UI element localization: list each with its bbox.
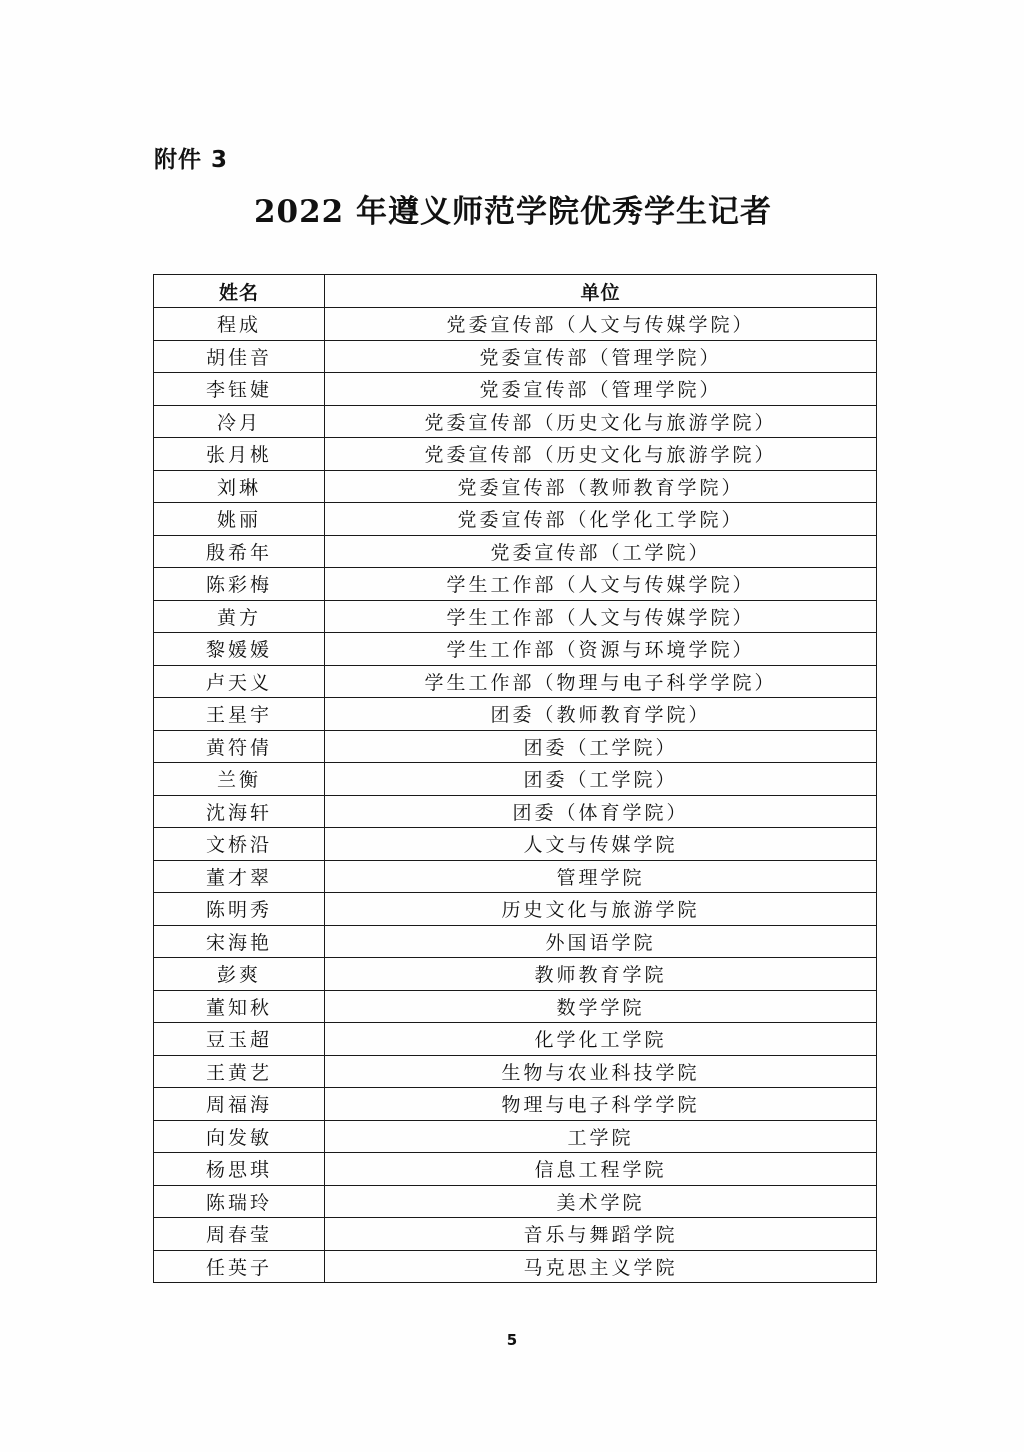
student-name-cell: 沈海轩 (154, 795, 325, 828)
student-name-cell: 卢天义 (154, 665, 325, 698)
student-name-cell: 李钰婕 (154, 373, 325, 406)
unit-cell: 美术学院 (325, 1185, 877, 1218)
unit-cell: 外国语学院 (325, 925, 877, 958)
student-name-cell: 黄方 (154, 600, 325, 633)
table-row (154, 860, 877, 893)
table-row (154, 958, 877, 991)
table-row (154, 600, 877, 633)
student-name-cell: 黎媛媛 (154, 633, 325, 666)
table-row (154, 893, 877, 926)
table-row (154, 698, 877, 731)
student-name-cell: 周春莹 (154, 1218, 325, 1251)
unit-cell: 化学化工学院 (325, 1023, 877, 1056)
table-row (154, 990, 877, 1023)
student-name-cell: 王黄艺 (154, 1055, 325, 1088)
table-row (154, 405, 877, 438)
table-row (154, 1153, 877, 1186)
table-row (154, 373, 877, 406)
student-name-cell: 陈彩梅 (154, 568, 325, 601)
unit-cell: 党委宣传部（管理学院） (325, 373, 877, 406)
unit-cell: 团委（工学院） (325, 730, 877, 763)
student-name-cell: 向发敏 (154, 1120, 325, 1153)
table-row (154, 730, 877, 763)
student-name-cell: 冷月 (154, 405, 325, 438)
unit-cell: 学生工作部（物理与电子科学学院） (325, 665, 877, 698)
attachment-label: 附件 3 (154, 147, 229, 173)
table-row (154, 535, 877, 568)
unit-cell: 数学学院 (325, 990, 877, 1023)
student-name-cell: 文桥沿 (154, 828, 325, 861)
student-name-cell: 殷希年 (154, 535, 325, 568)
table-row (154, 1185, 877, 1218)
table-row (154, 633, 877, 666)
unit-cell: 马克思主义学院 (325, 1250, 877, 1283)
student-name-cell: 杨思琪 (154, 1153, 325, 1186)
table-row (154, 1250, 877, 1283)
unit-cell: 学生工作部（资源与环境学院） (325, 633, 877, 666)
unit-cell: 教师教育学院 (325, 958, 877, 991)
header-unit: 单位 (325, 275, 877, 308)
table-row (154, 568, 877, 601)
unit-cell: 管理学院 (325, 860, 877, 893)
student-name-cell: 胡佳音 (154, 340, 325, 373)
student-reporter-table (153, 274, 877, 1283)
student-name-cell: 宋海艳 (154, 925, 325, 958)
student-name-cell: 刘琳 (154, 470, 325, 503)
unit-cell: 团委（教师教育学院） (325, 698, 877, 731)
unit-cell: 学生工作部（人文与传媒学院） (325, 568, 877, 601)
unit-cell: 人文与传媒学院 (325, 828, 877, 861)
unit-cell: 团委（体育学院） (325, 795, 877, 828)
unit-cell: 信息工程学院 (325, 1153, 877, 1186)
unit-cell: 生物与农业科技学院 (325, 1055, 877, 1088)
unit-cell: 历史文化与旅游学院 (325, 893, 877, 926)
table-row (154, 1120, 877, 1153)
unit-cell: 音乐与舞蹈学院 (325, 1218, 877, 1251)
unit-cell: 党委宣传部（人文与传媒学院） (325, 308, 877, 341)
table-row (154, 438, 877, 471)
table-row (154, 308, 877, 341)
table-row (154, 925, 877, 958)
document-title: 2022 年遵义师范学院优秀学生记者 (253, 194, 773, 230)
student-name-cell: 姚丽 (154, 503, 325, 536)
table-body (154, 308, 877, 1283)
student-name-cell: 陈瑞玲 (154, 1185, 325, 1218)
student-name-cell: 彭爽 (154, 958, 325, 991)
table-row (154, 1055, 877, 1088)
student-name-cell: 周福海 (154, 1088, 325, 1121)
student-name-cell: 董才翠 (154, 860, 325, 893)
unit-cell: 团委（工学院） (325, 763, 877, 796)
student-name-cell: 兰衡 (154, 763, 325, 796)
student-name-cell: 任英子 (154, 1250, 325, 1283)
table-row (154, 828, 877, 861)
header-name: 姓名 (154, 275, 325, 308)
table-row (154, 795, 877, 828)
student-name-cell: 豆玉超 (154, 1023, 325, 1056)
table-row (154, 763, 877, 796)
table-row (154, 503, 877, 536)
unit-cell: 党委宣传部（化学化工学院） (325, 503, 877, 536)
student-name-cell: 董知秋 (154, 990, 325, 1023)
student-name-cell: 黄符倩 (154, 730, 325, 763)
unit-cell: 党委宣传部（工学院） (325, 535, 877, 568)
table-row (154, 340, 877, 373)
unit-cell: 党委宣传部（管理学院） (325, 340, 877, 373)
unit-cell: 物理与电子科学学院 (325, 1088, 877, 1121)
unit-cell: 党委宣传部（教师教育学院） (325, 470, 877, 503)
student-name-cell: 王星宇 (154, 698, 325, 731)
table-row (154, 665, 877, 698)
unit-cell: 工学院 (325, 1120, 877, 1153)
table-row (154, 1218, 877, 1251)
student-name-cell: 陈明秀 (154, 893, 325, 926)
unit-cell: 党委宣传部（历史文化与旅游学院） (325, 438, 877, 471)
student-name-cell: 张月桃 (154, 438, 325, 471)
table-row (154, 1088, 877, 1121)
table-row (154, 470, 877, 503)
student-name-cell: 程成 (154, 308, 325, 341)
page-number: 5 (506, 1331, 518, 1349)
unit-cell: 学生工作部（人文与传媒学院） (325, 600, 877, 633)
unit-cell: 党委宣传部（历史文化与旅游学院） (325, 405, 877, 438)
table-header-row (154, 275, 877, 308)
table-row (154, 1023, 877, 1056)
